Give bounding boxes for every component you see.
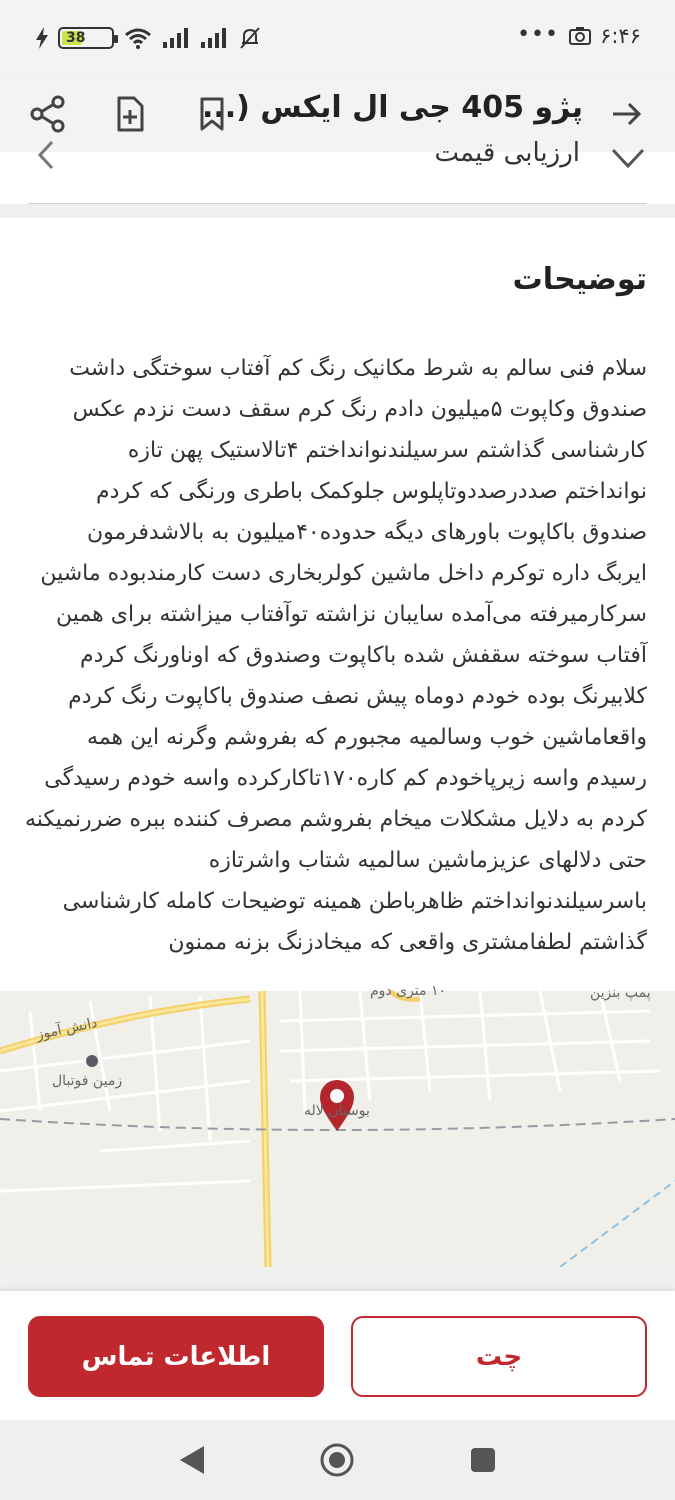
description-line: آفتاب سوخته سقفش شده باکاپوت وصندوق که اوناورنگ کردم — [79, 643, 647, 668]
description-line: کارشناسی گذاشتم سرسیلندنوانداختم ۴تالاستیک پهن تازه — [127, 438, 647, 463]
mute-bell-icon — [238, 26, 262, 50]
price-evaluation-label: ارزیابی قیمت — [434, 138, 580, 168]
wifi-icon — [124, 27, 152, 49]
add-note-icon[interactable] — [110, 94, 150, 134]
description-section — [0, 218, 675, 991]
bookmark-icon[interactable] — [192, 94, 232, 134]
clock: ۶:۴۶ — [600, 24, 641, 48]
bottom-actions — [0, 1291, 675, 1420]
description-line: گذاشتم لطفامشتری واقعی که میخادزنگ بزنه ممنون — [168, 930, 647, 955]
description-line: کلابیرنگ بوده خودم دوماه پیش نصف صندوق باکاپوت رنگ کردم — [68, 684, 647, 709]
description-line: نوانداختم صددرصددوتاپلوس جلوکمک باطری ورنگی که کردم — [96, 479, 647, 504]
map-label-top-mid: ۱۰ متری دوم — [370, 983, 447, 999]
signal-icon-sim1 — [162, 28, 190, 48]
status-bar — [0, 0, 675, 76]
description-line: واقعاماشین خوب وسالمیه مجبورم که بفروشم وگرنه این همه — [87, 725, 647, 750]
map-label-street: دانش آموز — [35, 1014, 99, 1044]
description-line: صندوق باکاپوت باورهای دیگه حدوده۴۰میلیون به بالاشدفرمون — [86, 520, 647, 545]
price-tag-icon — [609, 136, 647, 174]
map-label-park: بوستان لاله — [304, 1103, 370, 1119]
chevron-left-icon — [34, 140, 58, 170]
nav-home-icon[interactable] — [317, 1440, 357, 1480]
contact-info-button[interactable]: اطلاعات تماس — [28, 1316, 324, 1397]
description-line: صندوق وکاپوت ۵میلیون دادم رنگ کرم سقف دست نزدم عکس — [72, 397, 647, 422]
map-label-top-right: پمپ بنزین — [590, 985, 651, 1001]
description-line: ایربگ داره توکرم داخل ماشین کولربخاری دست کارمندبوده ماشین — [40, 561, 647, 586]
share-icon[interactable] — [28, 94, 68, 134]
status-icons-left — [36, 25, 262, 51]
system-nav-bar — [0, 1420, 675, 1500]
description-line: کردم به دلایل مشکلات میخام بفروشم مصرف کننده ببره ضررنمیکنه — [24, 807, 647, 832]
charging-icon — [36, 27, 48, 49]
battery-level: 38 — [66, 30, 86, 46]
signal-icon-sim2 — [200, 28, 228, 48]
arrow-right-icon[interactable] — [609, 96, 645, 132]
location-map[interactable] — [0, 983, 675, 1267]
notification-dots: ••• — [517, 22, 559, 47]
description-line: رسیدم واسه زیرپاخودم کم کاره۱۷۰تاکارکرده واسه خودم رسیدگی — [44, 766, 647, 791]
screenshot-icon — [569, 27, 591, 45]
nav-back-icon[interactable] — [172, 1440, 212, 1480]
nav-recents-icon[interactable] — [463, 1440, 503, 1480]
description-line: حتی دلالهای عزیزماشین سالمیه شتاب واشرتازه — [208, 848, 647, 873]
battery-icon — [58, 27, 114, 49]
description-line: سلام فنی سالم به شرط مکانیک رنگ کم آفتاب سوختگی داشت — [69, 356, 647, 381]
map-label-field: زمین فوتبال — [52, 1073, 123, 1089]
page-title: پژو 405 جی ال ایکس (... — [201, 90, 583, 125]
section-gap — [0, 204, 675, 218]
map-streets — [0, 991, 675, 1267]
description-text — [22, 348, 647, 963]
description-title: توضیحات — [512, 262, 647, 297]
description-line: سرکارمیرفته می‌آمده سایبان نزاشته توآفتاب میزاشته برای همین — [56, 602, 647, 627]
section-gap — [0, 1267, 675, 1291]
description-line: باسرسیلندنوانداختم ظاهرباطن همینه توضیحات کامله کارشناسی — [62, 889, 647, 914]
chat-button[interactable]: چت — [351, 1316, 647, 1397]
price-evaluation-row[interactable] — [0, 138, 675, 204]
football-field-icon — [86, 1055, 98, 1067]
